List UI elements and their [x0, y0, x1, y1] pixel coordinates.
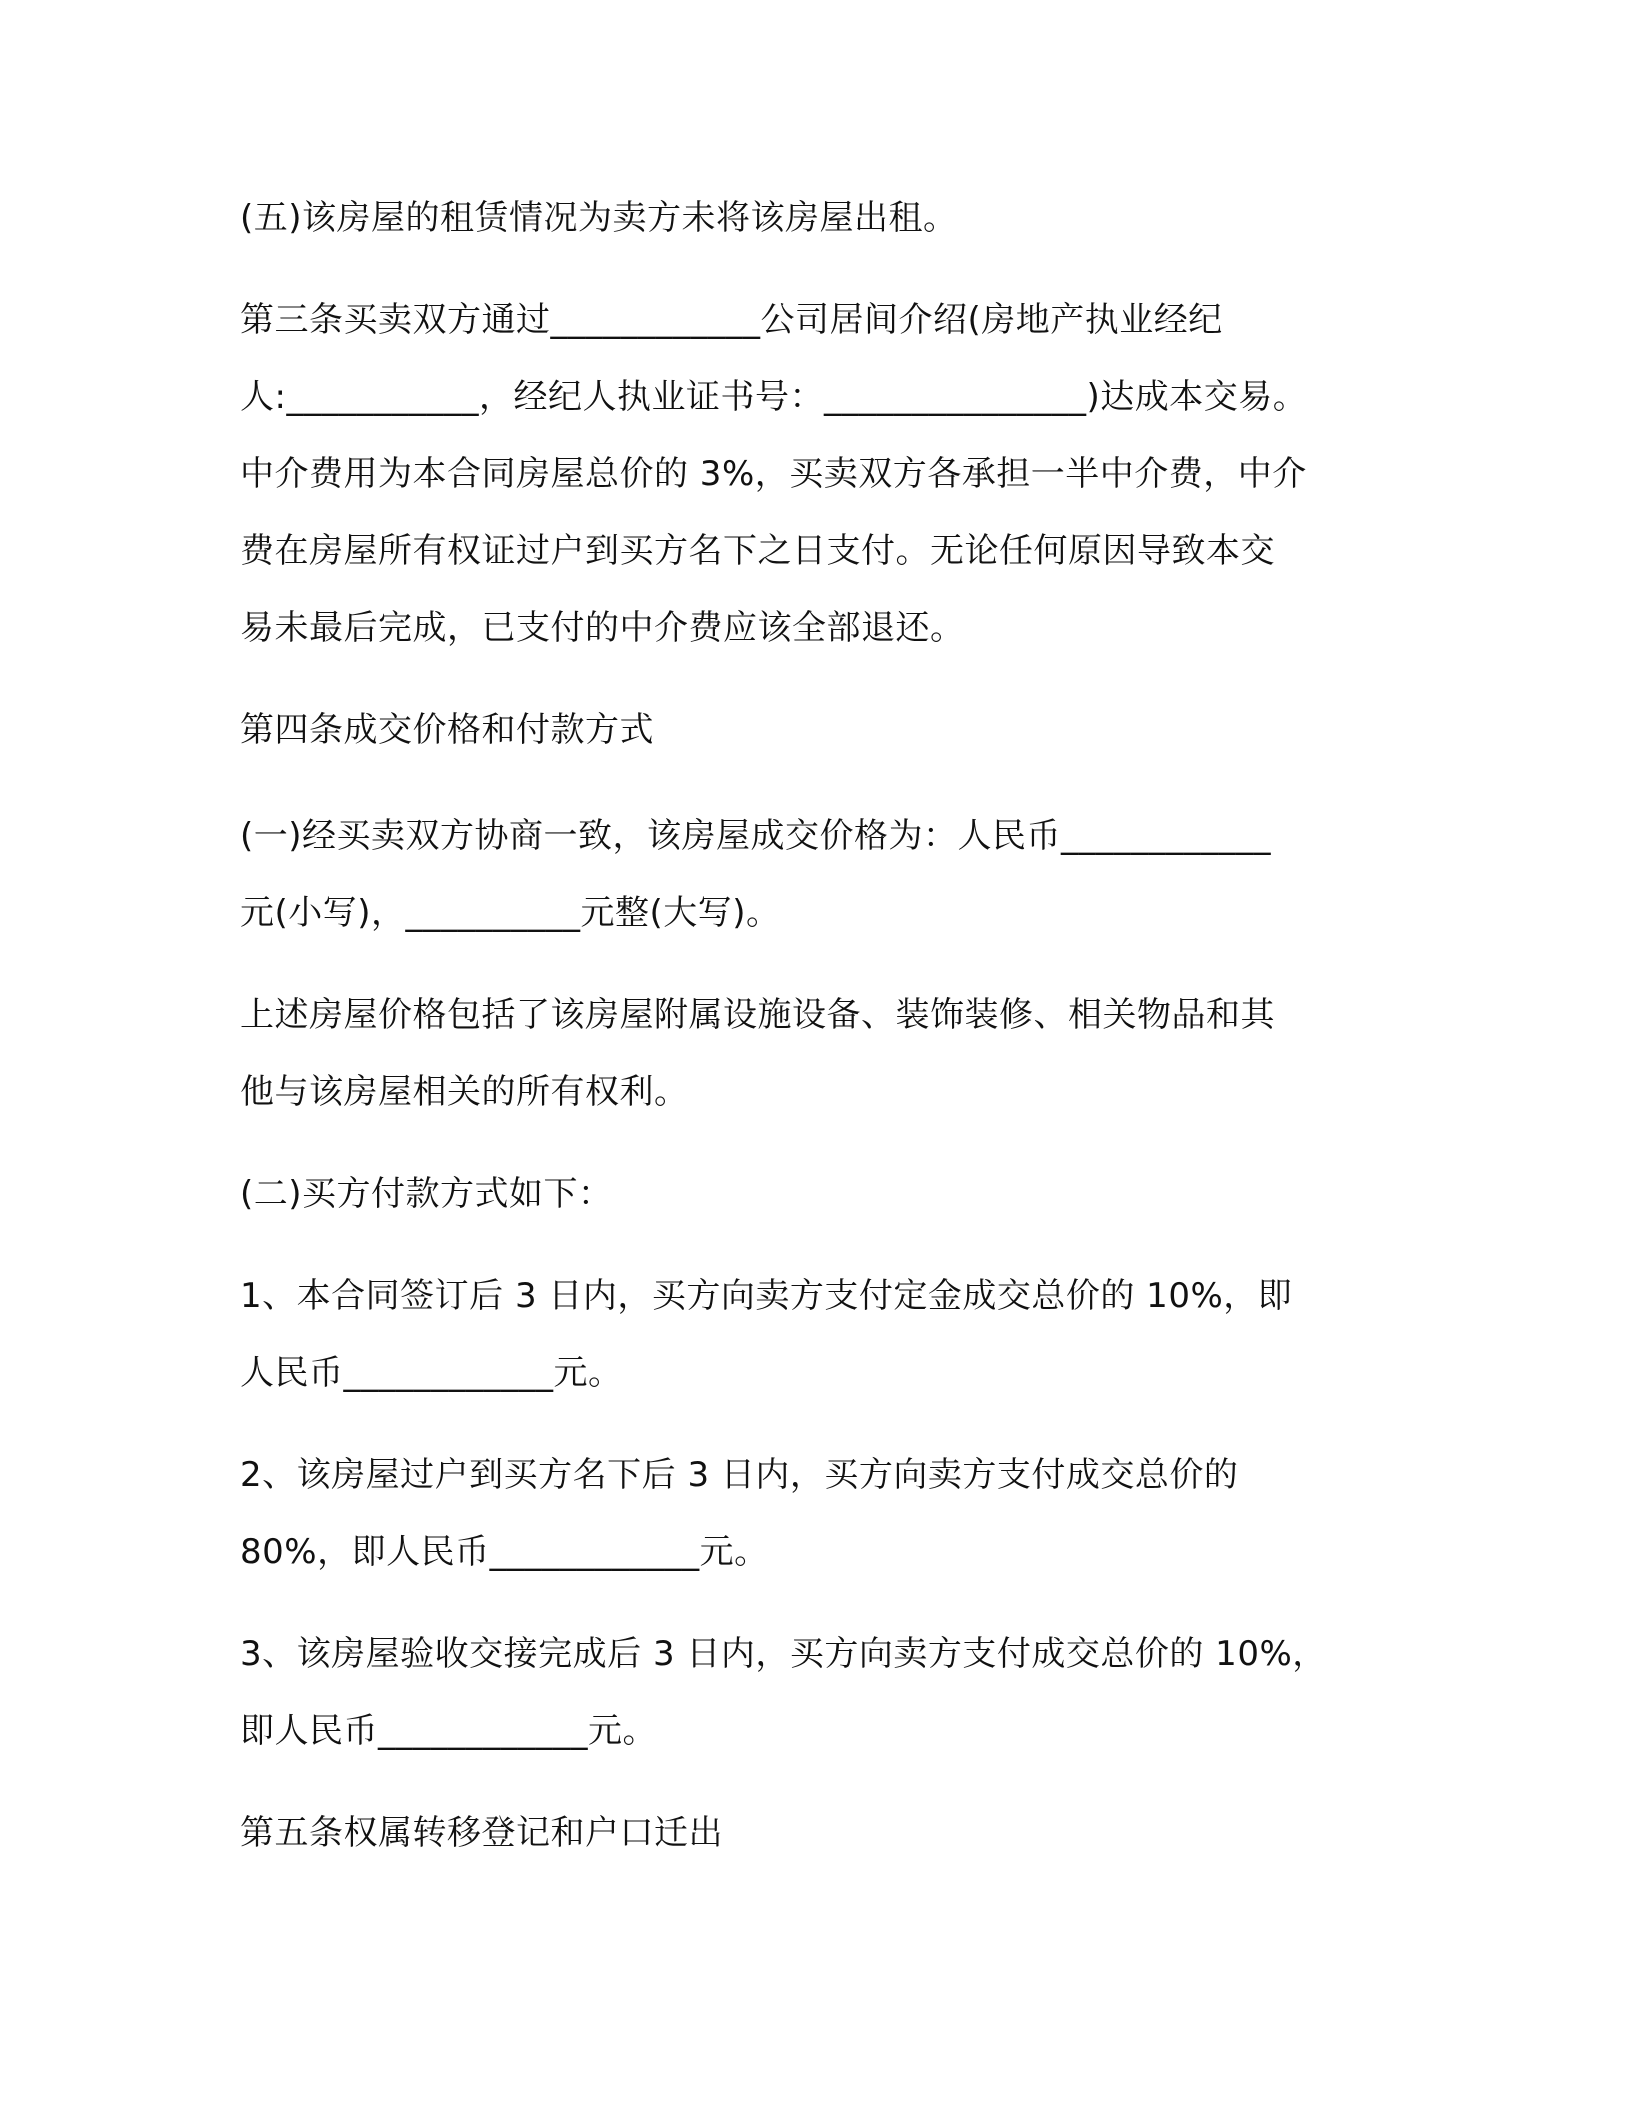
payment-item-2-line-1: 2、该房屋过户到买方名下后 3 日内，买方向卖方支付成交总价的 — [240, 1455, 1239, 1495]
price-scope-line-1: 上述房屋价格包括了该房屋附属设施设备、装饰装修、相关物品和其 — [240, 995, 1275, 1035]
article-3-line-2: 人:___________，经纪人执业证书号：_______________)达成本交易。 — [240, 377, 1308, 417]
price-clause-line-1: (一)经买卖双方协商一致，该房屋成交价格为：人民币____________ — [240, 816, 1272, 856]
article-5-heading: 第五条权属转移登记和户口迁出 — [240, 1813, 723, 1853]
lease-status-clause: (五)该房屋的租赁情况为卖方未将该房屋出租。 — [240, 198, 958, 238]
payment-item-1-line-1: 1、本合同签订后 3 日内，买方向卖方支付定金成交总价的 10%，即 — [240, 1276, 1293, 1316]
article-4-heading: 第四条成交价格和付款方式 — [240, 710, 654, 750]
payment-item-2-line-2: 80%，即人民币____________元。 — [240, 1532, 769, 1572]
article-3-line-5: 易未最后完成，已支付的中介费应该全部退还。 — [240, 608, 965, 648]
article-3-line-3: 中介费用为本合同房屋总价的 3%，买卖双方各承担一半中介费，中介 — [240, 454, 1307, 494]
payment-item-1-line-2: 人民币____________元。 — [240, 1353, 623, 1393]
article-3-line-4: 费在房屋所有权证过户到买方名下之日支付。无论任何原因导致本交 — [240, 531, 1275, 571]
payment-method-heading: (二)买方付款方式如下： — [240, 1174, 613, 1214]
payment-item-3-line-1: 3、该房屋验收交接完成后 3 日内，买方向卖方支付成交总价的 10%， — [240, 1634, 1327, 1674]
payment-item-3-line-2: 即人民币____________元。 — [240, 1711, 657, 1751]
price-scope-line-2: 他与该房屋相关的所有权利。 — [240, 1072, 689, 1112]
price-clause-line-2: 元(小写)，__________元整(大写)。 — [240, 893, 781, 933]
article-3-line-1: 第三条买卖双方通过____________公司居间介绍(房地产执业经纪 — [240, 300, 1223, 340]
